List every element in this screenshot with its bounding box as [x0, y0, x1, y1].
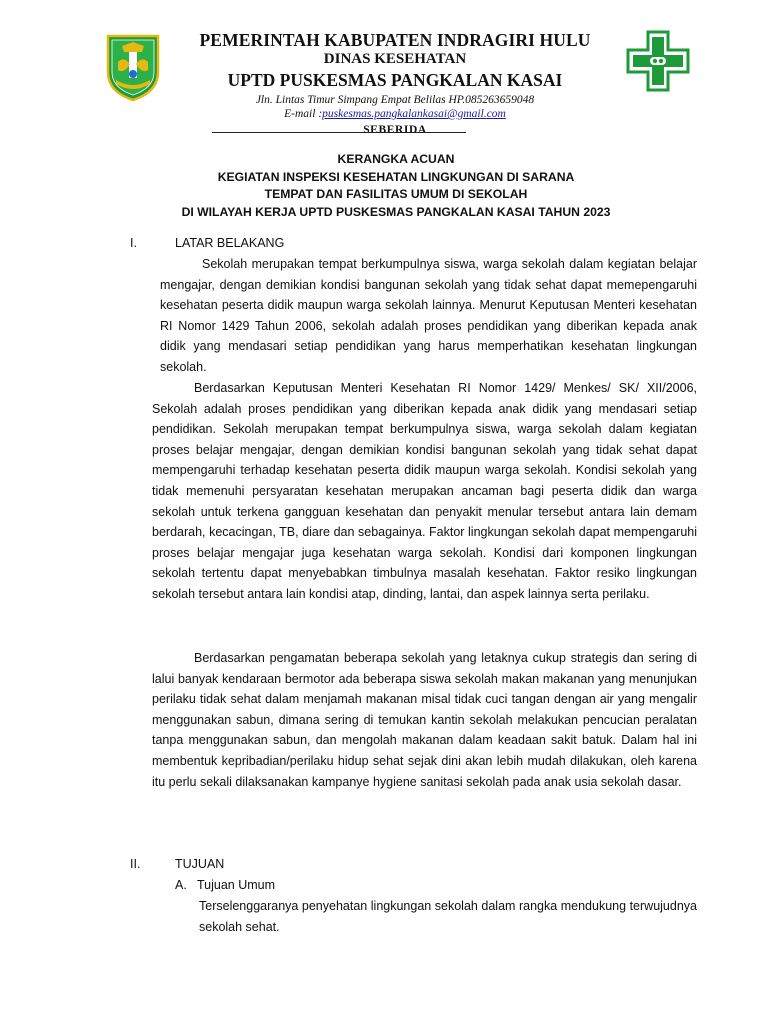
- section-1-number: I.: [130, 236, 137, 250]
- institution-name: UPTD PUSKESMAS PANGKALAN KASAI: [227, 70, 563, 90]
- subsection-letter: A.: [175, 878, 187, 892]
- agency-name: PEMERINTAH KABUPATEN INDRAGIRI HULU: [199, 30, 591, 50]
- paragraph-3-text: Berdasarkan pengamatan beberapa sekolah yang letaknya cukup strategis dan sering di lalui banyak kendaraan bermotor ada beberapa siswa sekolah makan makanan yang menunjukan perilaku tidak sehat dalam menjamah makanan misal tidak cuci tangan dengan air yang mengalir menggunakan sabun, dimana sering di temukan kantin sekolah melakukan pencucian peralatan tanpa menggunakan sabun, dan mengolah makanan dalam keadaan sakit batuk. Dalam hal ini membentuk kepribadian/perilaku hidup sehat sejak dini akan lebih mudah dilakukan, oleh karena itu perlu sekali dilaksanakan kampanye hygiene sanitasi sekolah pada anak usia sekolah dasar.: [152, 651, 697, 789]
- city-name: SEBERIDA: [363, 124, 427, 136]
- section-2-heading: TUJUAN: [175, 857, 225, 871]
- section-1-heading: LATAR BELAKANG: [175, 236, 285, 250]
- paragraph-1: [160, 254, 697, 378]
- letterhead: [0, 0, 768, 140]
- department-name: DINAS KESEHATAN: [323, 51, 467, 67]
- regency-coat-of-arms-icon: [104, 32, 162, 102]
- title-line-2: KEGIATAN INSPEKSI KESEHATAN LINGKUNGAN DI SARANA: [217, 169, 575, 184]
- paragraph-2: [152, 378, 697, 605]
- subsection-heading: Tujuan Umum: [197, 878, 276, 892]
- email-line: [160, 107, 630, 121]
- puskesmas-green-cross-icon: [626, 30, 690, 92]
- paragraph-1-text: Sekolah merupakan tempat berkumpulnya siswa, warga sekolah dalam kegiatan belajar mengajar, dengan demikian kondisi bangunan sekolah yang tidak sehat dapat memepengaruhi kesehatan peserta didik maupun warga sekolah lainnya. Menurut Keputusan Menteri kesehatan RI Nomor 1429 Tahun 2006, sekolah adalah proses pendidikan yang diberikan kepada anak didik yang mendasari setiap pendidikan yang harus memperhatikan kesehatan lingkungan sekolah.: [160, 257, 697, 374]
- title-line-1: KERANGKA ACUAN: [337, 152, 455, 166]
- email-link[interactable]: puskesmas.pangkalankasai@gmail.com: [322, 108, 506, 120]
- document-title: [0, 151, 768, 221]
- subsection-paragraph: Terselenggaranya penyehatan lingkungan sekolah dalam rangka mendukung terwujudnya sekolah sehat.: [199, 899, 697, 934]
- email-label: E-mail :: [284, 108, 323, 120]
- section-2-number: II.: [130, 857, 141, 871]
- header-divider: [212, 132, 466, 133]
- title-line-3: TEMPAT DAN FASILITAS UMUM DI SEKOLAH: [264, 187, 528, 201]
- paragraph-2-text: Berdasarkan Keputusan Menteri Kesehatan RI Nomor 1429/ Menkes/ SK/ XII/2006, Sekolah adalah proses pendidikan yang diberikan kepada anak didik yang mendasari setiap pendidikan. Sekolah merupakan tempat berkumpulnya siswa, warga sekolah dalam kegiatan proses belajar mengajar, dengan demikian kondisi bangunan sekolah yang tidak sehat dapat mempengaruhi terhadap kesehatan peserta didik maupun warga sekolah. Kondisi sekolah yang tidak memenuhi persyaratan kesehatan merupakan ancaman bagi peserta didik dan warga sekolah untuk terkena gangguan kesehatan dan penyakit menular tersebut antara lain demam berdarah, kecacingan, TB, diare dan sebagainya. Faktor lingkungan sekolah dapat mempengaruhi proses belajar mengajar juga kesehatan warga sekolah. Kondisi dari komponen lingkungan sekolah tertentu dapat menyebabkan timbulnya masalah kesehatan. Faktor resiko lingkungan sekolah tersebut antara lain kondisi atap, dinding, lantai, dan aspek lainnya serta perilaku.: [152, 381, 697, 601]
- title-line-4: DI WILAYAH KERJA UPTD PUSKESMAS PANGKALAN KASAI TAHUN 2023: [181, 204, 611, 219]
- paragraph-3: [152, 648, 697, 792]
- address-line: Jln. Lintas Timur Simpang Empat Belilas HP.085263659048: [255, 94, 535, 106]
